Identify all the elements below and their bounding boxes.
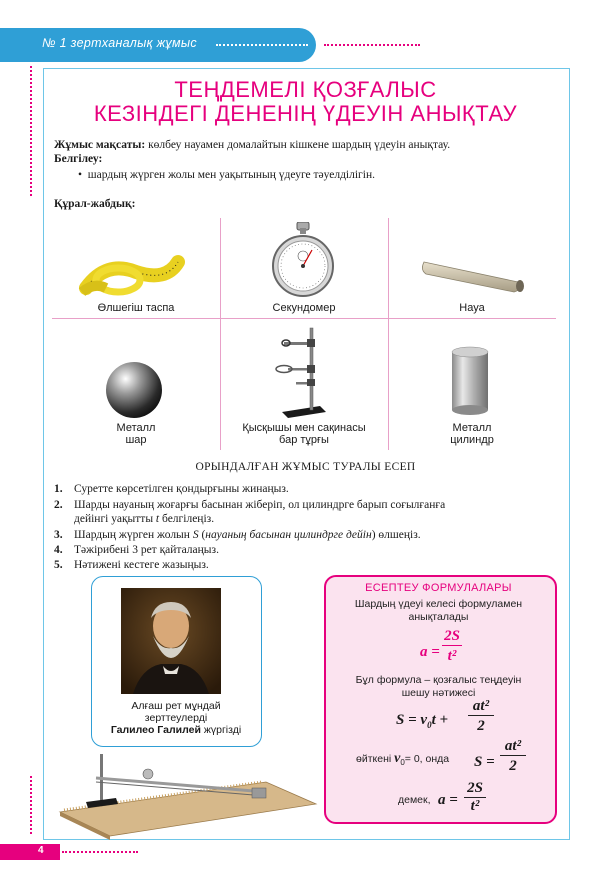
equipment-caption-gutter: Науа <box>459 302 485 314</box>
work-goal <box>54 138 554 152</box>
report-step-5 <box>54 558 554 572</box>
since-variable: v <box>394 751 401 766</box>
margin-dotted-line-bottom <box>30 776 32 834</box>
step-text-line2 <box>74 512 554 526</box>
galileo-name: Галилео Галилей <box>110 724 201 736</box>
report-step-1 <box>54 482 554 496</box>
report-step-4 <box>54 543 554 557</box>
equipment-caption-stand: Қысқышы мен сақинасы бар тұрғы <box>242 422 366 446</box>
variable-t: t <box>155 513 160 525</box>
formulas-mid-line2: шешу нәтижесі <box>401 687 476 699</box>
formulas-intro-line1: Шардың үдеуі келесі формуламен <box>354 598 523 610</box>
formula-lhs-text: S = v <box>396 712 428 728</box>
report-step-2 <box>54 498 554 526</box>
chapter-header-label: № 1 зертханалық жұмыс <box>42 36 197 50</box>
galileo-caption-line1: Алғаш рет мұндай <box>131 700 221 712</box>
since-subscript: 0 <box>400 758 405 768</box>
stopwatch-icon <box>270 222 336 298</box>
page-number-bar <box>0 844 60 860</box>
step-text-part: белгілеңіз. <box>159 513 215 525</box>
formulas-mid <box>324 674 553 700</box>
header-dotted-line-pink <box>324 44 420 46</box>
step-number: 1. <box>54 483 63 495</box>
goal-text: көлбеу науамен домалайтын кішкене шардың үдеуін анықтау. <box>145 139 451 151</box>
formula-mid-text: t + <box>431 712 449 728</box>
galileo-caption-rest: жүргізді <box>200 724 242 736</box>
galileo-caption-line3 <box>96 724 256 736</box>
formula-lhs <box>396 712 448 730</box>
step-text-part: Шардың жүрген жолын <box>74 529 193 541</box>
formulas-intro <box>324 598 553 624</box>
table-divider-vertical <box>388 218 389 450</box>
table-divider-horizontal <box>52 318 556 319</box>
formula-lhs: S = <box>474 754 495 770</box>
step-text-part: ) өлшеңіз. <box>371 529 421 541</box>
formula-numerator: at² <box>500 738 526 756</box>
metal-cylinder-icon <box>448 344 492 416</box>
page-title-line1: ТЕҢДЕМЕЛІ ҚОЗҒАЛЫС <box>174 77 437 102</box>
galileo-portrait-icon <box>121 588 221 694</box>
metal-ball-icon <box>104 360 164 420</box>
page-number: 4 <box>38 845 44 856</box>
goal-label: Жұмыс мақсаты: <box>54 139 146 151</box>
step-text-part: ( <box>198 529 206 541</box>
report-title: ОРЫНДАЛҒАН ЖҰМЫС ТУРАЛЫ ЕСЕП <box>195 461 416 473</box>
formula-denominator: 2 <box>477 718 485 734</box>
formulas-title: ЕСЕПТЕУ ФОРМУЛАЛАРЫ <box>365 582 512 594</box>
since-text-2: = 0, онда <box>404 753 450 765</box>
bullet-icon: • <box>78 169 83 181</box>
step-text-line1: Шарды науаның жоғарғы басынан жіберіп, ол цилиндрге барып соғылғанға <box>74 499 446 511</box>
formula-subscript: 0 <box>427 720 432 730</box>
step-number: 3. <box>54 529 63 541</box>
formulas-since <box>356 752 449 769</box>
equipment-label: Құрал-жабдық: <box>54 198 136 210</box>
gutter-icon <box>418 252 528 296</box>
step-number: 5. <box>54 559 63 571</box>
formulas-intro-line2: анықталады <box>408 611 469 623</box>
formula-denominator: t² <box>447 648 457 664</box>
step-number: 2. <box>54 499 63 511</box>
tape-measure-icon <box>78 252 188 300</box>
report-step-3 <box>54 528 554 542</box>
page-title-line2: КЕЗІНДЕГІ ДЕНЕНІҢ ҮДЕУІН АНЫҚТАУ <box>93 101 518 126</box>
equipment-caption-tape: Өлшегіш таспа <box>97 302 175 314</box>
footer-dotted-line <box>62 851 138 853</box>
formula-numerator: 2S <box>464 780 486 798</box>
galileo-caption-line2: зерттеулерді <box>144 712 208 724</box>
lab-stand-icon <box>274 326 334 420</box>
formula-lhs: a = <box>438 792 458 808</box>
formula-lhs: a = <box>420 644 440 660</box>
formulas-hence: демек, <box>398 794 431 806</box>
since-text: өйткені <box>356 753 395 765</box>
variable-s: S <box>192 529 199 541</box>
identify-label: Белгілеу: <box>54 153 103 165</box>
step-number: 4. <box>54 544 63 556</box>
bullet-item <box>78 168 375 182</box>
step-text <box>74 529 421 541</box>
galileo-caption <box>96 700 256 736</box>
step-text: Суретте көрсетілген қондырғыны жинаңыз. <box>74 483 289 495</box>
header-dotted-line <box>216 44 308 46</box>
step-text-italic: науаның басынан цилиндрге дейін <box>205 529 372 541</box>
formula-denominator: 2 <box>509 758 517 774</box>
equipment-caption-ball: Металл шар <box>116 422 156 446</box>
step-text <box>74 498 554 526</box>
bullet-text: шардың жүрген жолы мен уақытының үдеуге тәуелділігін. <box>87 169 375 181</box>
equipment-caption-stopwatch: Секундомер <box>272 302 336 314</box>
step-text-part: дейінгі уақытты <box>74 513 156 525</box>
formula-numerator: 2S <box>442 628 462 646</box>
formula-denominator: t² <box>470 798 480 814</box>
step-text: Нәтижені кестеге жазыңыз. <box>74 559 209 571</box>
step-text: Тәжірибені 3 рет қайталаңыз. <box>74 544 219 556</box>
inclined-plane-apparatus-icon <box>56 752 320 840</box>
table-divider-vertical <box>220 218 221 450</box>
formulas-mid-line1: Бұл формула – қозғалыс теңдеуін <box>355 674 522 686</box>
formula-numerator: at² <box>468 698 494 716</box>
page-title <box>43 78 568 126</box>
margin-dotted-line <box>30 66 32 196</box>
equipment-caption-cylinder: Металл цилиндр <box>450 422 494 446</box>
